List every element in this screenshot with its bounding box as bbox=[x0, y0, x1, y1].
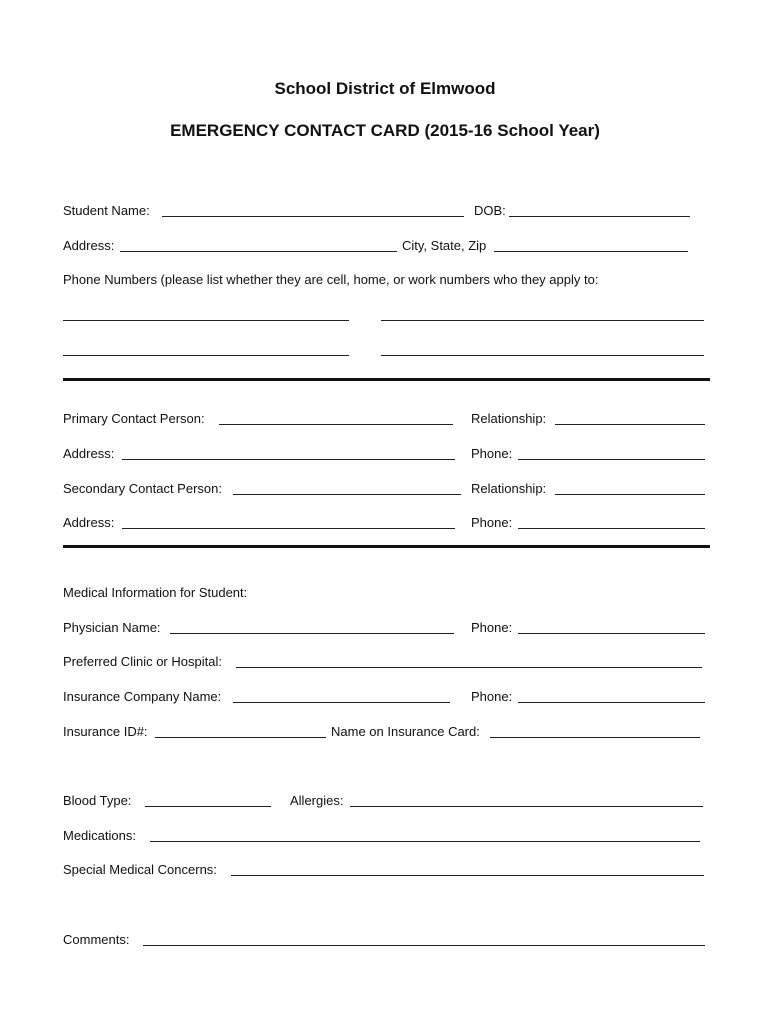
secondary-address-field[interactable] bbox=[122, 528, 455, 529]
primary-relationship-label: Relationship: bbox=[471, 411, 547, 426]
blood-type-field[interactable] bbox=[145, 806, 271, 807]
clinic-label: Preferred Clinic or Hospital: bbox=[63, 654, 222, 669]
physician-label: Physician Name: bbox=[63, 620, 161, 635]
student-name-label: Student Name: bbox=[63, 203, 150, 218]
insurance-company-label: Insurance Company Name: bbox=[63, 689, 222, 704]
comments-label: Comments: bbox=[63, 932, 130, 947]
secondary-contact-label: Secondary Contact Person: bbox=[63, 481, 222, 496]
insurance-card-name-label: Name on Insurance Card: bbox=[331, 724, 480, 739]
primary-relationship-field[interactable] bbox=[555, 424, 705, 425]
card-title: EMERGENCY CONTACT CARD (2015-16 School Year) bbox=[170, 121, 600, 140]
special-concerns-label: Special Medical Concerns: bbox=[63, 862, 217, 877]
insurance-phone-label: Phone: bbox=[471, 689, 513, 704]
allergies-label: Allergies: bbox=[290, 793, 344, 808]
secondary-contact-field[interactable] bbox=[233, 494, 461, 495]
student-address-label: Address: bbox=[63, 238, 115, 253]
phone-number-field-1[interactable] bbox=[63, 320, 349, 321]
insurance-card-name-field[interactable] bbox=[490, 737, 700, 738]
blood-type-label: Blood Type: bbox=[63, 793, 132, 808]
primary-phone-label: Phone: bbox=[471, 446, 513, 461]
district-title: School District of Elmwood bbox=[274, 79, 496, 98]
city-state-zip-label: City, State, Zip bbox=[402, 238, 487, 253]
physician-phone-label: Phone: bbox=[471, 620, 513, 635]
physician-phone-field[interactable] bbox=[518, 633, 705, 634]
dob-label: DOB: bbox=[474, 203, 506, 218]
primary-phone-field[interactable] bbox=[518, 459, 705, 460]
secondary-phone-label: Phone: bbox=[471, 515, 513, 530]
insurance-company-field[interactable] bbox=[233, 702, 450, 703]
primary-contact-label: Primary Contact Person: bbox=[63, 411, 205, 426]
phone-numbers-label: Phone Numbers (please list whether they are cell, home, or work numbers who they apply to: bbox=[63, 272, 599, 287]
primary-address-label: Address: bbox=[63, 446, 115, 461]
physician-field[interactable] bbox=[170, 633, 454, 634]
insurance-phone-field[interactable] bbox=[518, 702, 705, 703]
comments-field[interactable] bbox=[143, 945, 705, 946]
phone-number-field-3[interactable] bbox=[63, 355, 349, 356]
phone-number-field-2[interactable] bbox=[381, 320, 704, 321]
dob-field[interactable] bbox=[509, 216, 690, 217]
medical-section-label: Medical Information for Student: bbox=[63, 585, 248, 600]
insurance-id-field[interactable] bbox=[155, 737, 326, 738]
medications-label: Medications: bbox=[63, 828, 136, 843]
phone-number-field-4[interactable] bbox=[381, 355, 704, 356]
section-divider-2 bbox=[63, 545, 710, 548]
medications-field[interactable] bbox=[150, 841, 700, 842]
secondary-relationship-label: Relationship: bbox=[471, 481, 547, 496]
clinic-field[interactable] bbox=[236, 667, 702, 668]
primary-contact-field[interactable] bbox=[219, 424, 453, 425]
insurance-id-label: Insurance ID#: bbox=[63, 724, 148, 739]
secondary-phone-field[interactable] bbox=[518, 528, 705, 529]
special-concerns-field[interactable] bbox=[231, 875, 704, 876]
section-divider-1 bbox=[63, 378, 710, 381]
student-address-field[interactable] bbox=[120, 251, 397, 252]
primary-address-field[interactable] bbox=[122, 459, 455, 460]
secondary-relationship-field[interactable] bbox=[555, 494, 705, 495]
city-state-zip-field[interactable] bbox=[494, 251, 688, 252]
secondary-address-label: Address: bbox=[63, 515, 115, 530]
allergies-field[interactable] bbox=[350, 806, 703, 807]
student-name-field[interactable] bbox=[162, 216, 464, 217]
